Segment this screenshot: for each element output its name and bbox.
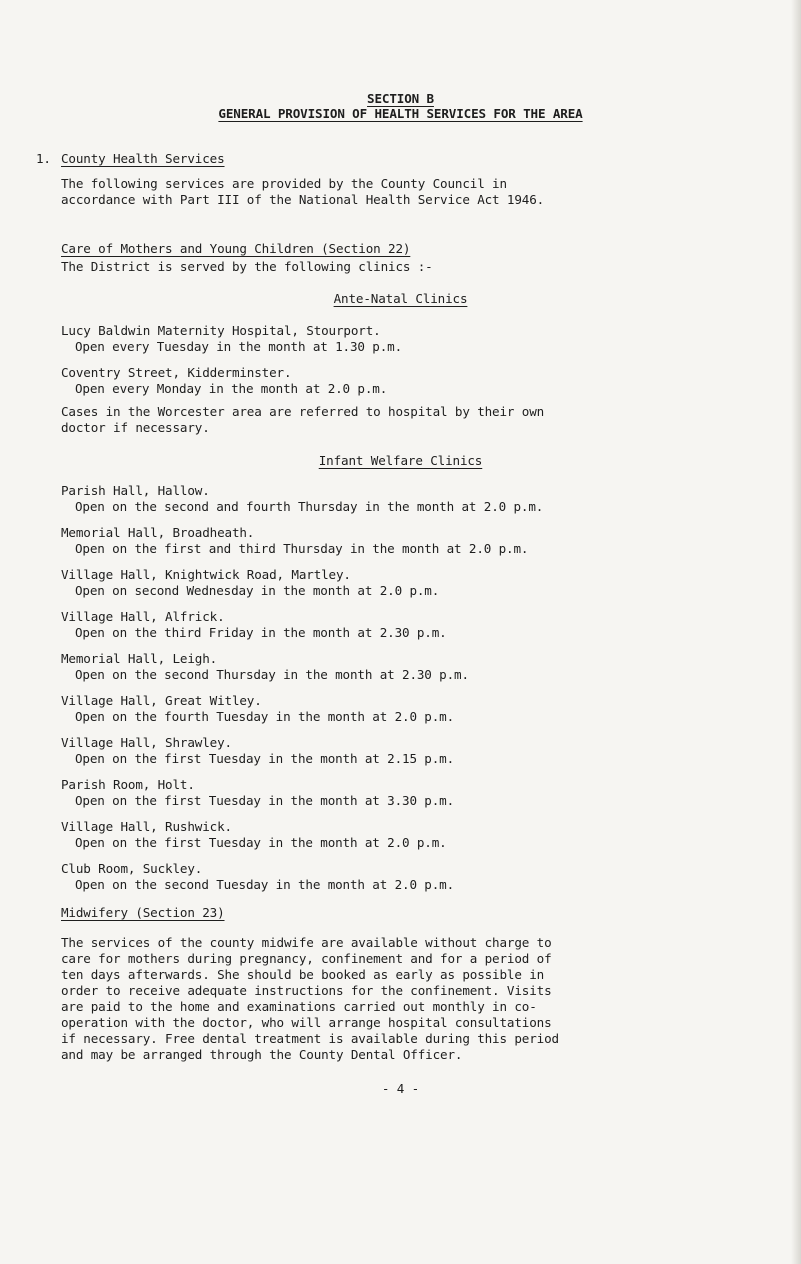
midwifery-line: ten days afterwards. She should be booked as early as possible in bbox=[61, 967, 545, 982]
county-services-intro-line-2: accordance with Part III of the National Health Service Act 1946. bbox=[61, 192, 545, 207]
infant-welfare-title: Infant Welfare Clinics bbox=[318, 453, 483, 468]
clinic-name: Parish Room, Holt. bbox=[61, 777, 195, 792]
clinic-name: Village Hall, Alfrick. bbox=[61, 609, 225, 624]
clinic-name: Club Room, Suckley. bbox=[61, 861, 203, 876]
clinic-name: Coventry Street, Kidderminster. bbox=[61, 365, 292, 380]
clinic-name: Village Hall, Shrawley. bbox=[61, 735, 232, 750]
midwifery-title: Midwifery (Section 23) bbox=[61, 905, 225, 920]
clinic-times: Open on the second Thursday in the month at 2.30 p.m. bbox=[75, 667, 469, 682]
ante-natal-note-line-2: doctor if necessary. bbox=[61, 420, 210, 435]
clinic-times: Open every Tuesday in the month at 1.30 p.m. bbox=[75, 339, 403, 354]
clinic-times: Open on the fourth Tuesday in the month at 2.0 p.m. bbox=[75, 709, 455, 724]
midwifery-line: and may be arranged through the County Dental Officer. bbox=[61, 1047, 463, 1062]
clinic-times: Open on second Wednesday in the month at 2.0 p.m. bbox=[75, 583, 440, 598]
ante-natal-title: Ante-Natal Clinics bbox=[333, 291, 468, 306]
midwifery-line: are paid to the home and examinations carried out monthly in co- bbox=[61, 999, 537, 1014]
item-number: 1. bbox=[36, 151, 51, 166]
clinic-name: Village Hall, Rushwick. bbox=[61, 819, 232, 834]
midwifery-line: operation with the doctor, who will arrange hospital consultations bbox=[61, 1015, 552, 1030]
clinic-times: Open on the second Tuesday in the month at 2.0 p.m. bbox=[75, 877, 455, 892]
mothers-children-title: Care of Mothers and Young Children (Section 22) bbox=[61, 241, 411, 256]
page-number: - 4 - bbox=[381, 1081, 420, 1096]
clinic-times: Open on the first and third Thursday in the month at 2.0 p.m. bbox=[75, 541, 529, 556]
clinic-name: Lucy Baldwin Maternity Hospital, Stourport. bbox=[61, 323, 381, 338]
clinic-times: Open on the first Tuesday in the month at 3.30 p.m. bbox=[75, 793, 455, 808]
ante-natal-note-line-1: Cases in the Worcester area are referred to hospital by their own bbox=[61, 404, 545, 419]
clinic-name: Memorial Hall, Leigh. bbox=[61, 651, 218, 666]
clinic-times: Open every Monday in the month at 2.0 p.m. bbox=[75, 381, 388, 396]
clinic-name: Parish Hall, Hallow. bbox=[61, 483, 210, 498]
clinic-name: Village Hall, Knightwick Road, Martley. bbox=[61, 567, 351, 582]
midwifery-line: order to receive adequate instructions for the confinement. Visits bbox=[61, 983, 552, 998]
clinic-times: Open on the second and fourth Thursday in the month at 2.0 p.m. bbox=[75, 499, 544, 514]
midwifery-line: if necessary. Free dental treatment is available during this period bbox=[61, 1031, 559, 1046]
section-heading: SECTION B bbox=[367, 91, 434, 106]
clinic-name: Village Hall, Great Witley. bbox=[61, 693, 262, 708]
clinic-name: Memorial Hall, Broadheath. bbox=[61, 525, 255, 540]
clinic-times: Open on the third Friday in the month at 2.30 p.m. bbox=[75, 625, 447, 640]
clinic-times: Open on the first Tuesday in the month at 2.15 p.m. bbox=[75, 751, 455, 766]
clinic-times: Open on the first Tuesday in the month at 2.0 p.m. bbox=[75, 835, 447, 850]
county-services-title: County Health Services bbox=[61, 151, 225, 166]
midwifery-line: The services of the county midwife are available without charge to bbox=[61, 935, 552, 950]
county-services-intro-line-1: The following services are provided by the County Council in bbox=[61, 176, 507, 191]
midwifery-line: care for mothers during pregnancy, confinement and for a period of bbox=[61, 951, 552, 966]
mothers-children-intro: The District is served by the following clinics :- bbox=[61, 259, 433, 274]
section-subheading: GENERAL PROVISION OF HEALTH SERVICES FOR THE AREA bbox=[218, 106, 583, 121]
